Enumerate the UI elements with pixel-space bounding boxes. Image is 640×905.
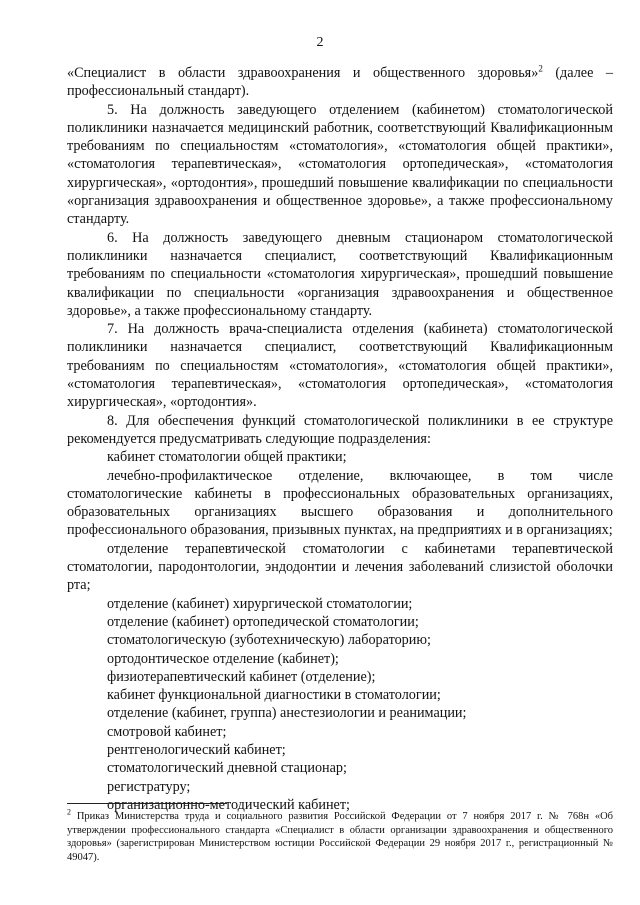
paragraph bbox=[67, 320, 613, 411]
paragraph-text: кабинет стоматологии общей практики; bbox=[107, 449, 347, 466]
paragraph bbox=[67, 467, 613, 540]
footnote-text: Приказ Министерства труда и социального развития Российской Федерации от 7 ноября 2017 г. № 768н «Об утверждении профессионального стандарта «Специалист в области организации здравоохранения и общественного здоровья» (зарегистрирован Министерством юстиции Российской Федерации 29 ноября 2017 г., регистрационный № 49047). bbox=[67, 811, 613, 863]
paragraph-text: 6. На должность заведующего дневным стационаром стоматологической поликлиники назначается специалист, соответствующий Квалификационным требованиям по специальности «стоматология хирургическая», прошедший повышение квалификации по специальности «организация здравоохранения и общественное здоровье», а также профессиональному стандарту. bbox=[67, 229, 613, 319]
paragraph bbox=[67, 540, 613, 595]
footnote-number: 2 bbox=[67, 807, 71, 817]
paragraph-tail: (далее – профессиональный стандарт). bbox=[67, 65, 613, 100]
paragraph-text: организационно-методический кабинет; bbox=[107, 796, 350, 813]
paragraph-text: отделение (кабинет, группа) анестезиологии и реанимации; bbox=[107, 705, 467, 722]
paragraph-text: ортодонтическое отделение (кабинет); bbox=[107, 650, 339, 667]
paragraph-text: отделение (кабинет) ортопедической стоматологии; bbox=[107, 613, 419, 630]
footnote-divider bbox=[67, 803, 227, 804]
paragraph-text: отделение терапевтической стоматологии с кабинетами терапевтической стоматологии, пародонтологии, эндодонтии и лечения заболеваний слизистой оболочки рта; bbox=[67, 540, 613, 594]
paragraph bbox=[67, 412, 613, 449]
paragraph bbox=[67, 101, 613, 229]
list-item bbox=[67, 741, 613, 759]
paragraph bbox=[67, 229, 613, 320]
paragraph-text: физиотерапевтический кабинет (отделение); bbox=[107, 668, 376, 685]
list-item bbox=[67, 631, 613, 649]
footnote bbox=[67, 807, 613, 864]
list-item bbox=[67, 704, 613, 722]
list-item bbox=[67, 686, 613, 704]
paragraph-text: смотровой кабинет; bbox=[107, 723, 227, 740]
list-item bbox=[67, 759, 613, 777]
list-item bbox=[67, 668, 613, 686]
list-item bbox=[67, 723, 613, 741]
paragraph-continuation bbox=[67, 64, 613, 101]
paragraph-text: 7. На должность врача-специалиста отделения (кабинета) стоматологической поликлиники назначается специалист, соответствующий Квалификационным требованиям по специальностям «стоматология», «стоматология общей практики», «стоматология терапевтическая», «стоматология ортопедическая», «стоматология хирургическая», «ортодонтия». bbox=[67, 321, 613, 411]
paragraph-text: 5. На должность заведующего отделением (кабинетом) стоматологической поликлиники назначается медицинский работник, соответствующий Квалификационным требованиям по специальностям «стоматология», «стоматология общей практики», «стоматология терапевтическая», «стоматология ортопедическая», «стоматология хирургическая», «ортодонтия», прошедший повышение квалификации по специальности «организация здравоохранения и общественное здоровье», а также профессиональному стандарту. bbox=[67, 101, 613, 228]
list-item bbox=[67, 448, 613, 466]
paragraph-text: рентгенологический кабинет; bbox=[107, 741, 286, 758]
paragraph-text: стоматологическую (зуботехническую) лабораторию; bbox=[107, 632, 431, 649]
paragraph-text: лечебно-профилактическое отделение, включающее, в том числе стоматологические кабинеты в профессиональных образовательных организациях, образовательных организациях высшего образования и дополнительного профессионального образования, призывных пунктах, на предприятиях и в организациях; bbox=[67, 467, 613, 539]
list-item bbox=[67, 650, 613, 668]
document-body bbox=[67, 64, 613, 814]
paragraph-text: регистратуру; bbox=[107, 778, 191, 795]
paragraph-text: «Специалист в области здравоохранения и общественного здоровья» bbox=[67, 65, 539, 81]
paragraph-text: 8. Для обеспечения функций стоматологической поликлиники в ее структуре рекомендуется предусматривать следующие подразделения: bbox=[67, 412, 613, 447]
list-item bbox=[67, 778, 613, 796]
paragraph-text: кабинет функциональной диагностики в стоматологии; bbox=[107, 687, 441, 704]
list-item bbox=[67, 613, 613, 631]
paragraph-text: стоматологический дневной стационар; bbox=[107, 760, 347, 777]
paragraph-text: отделение (кабинет) хирургической стоматологии; bbox=[107, 595, 413, 612]
list-item bbox=[67, 595, 613, 613]
page-number: 2 bbox=[316, 35, 324, 50]
footnote-reference: 2 bbox=[538, 63, 543, 74]
